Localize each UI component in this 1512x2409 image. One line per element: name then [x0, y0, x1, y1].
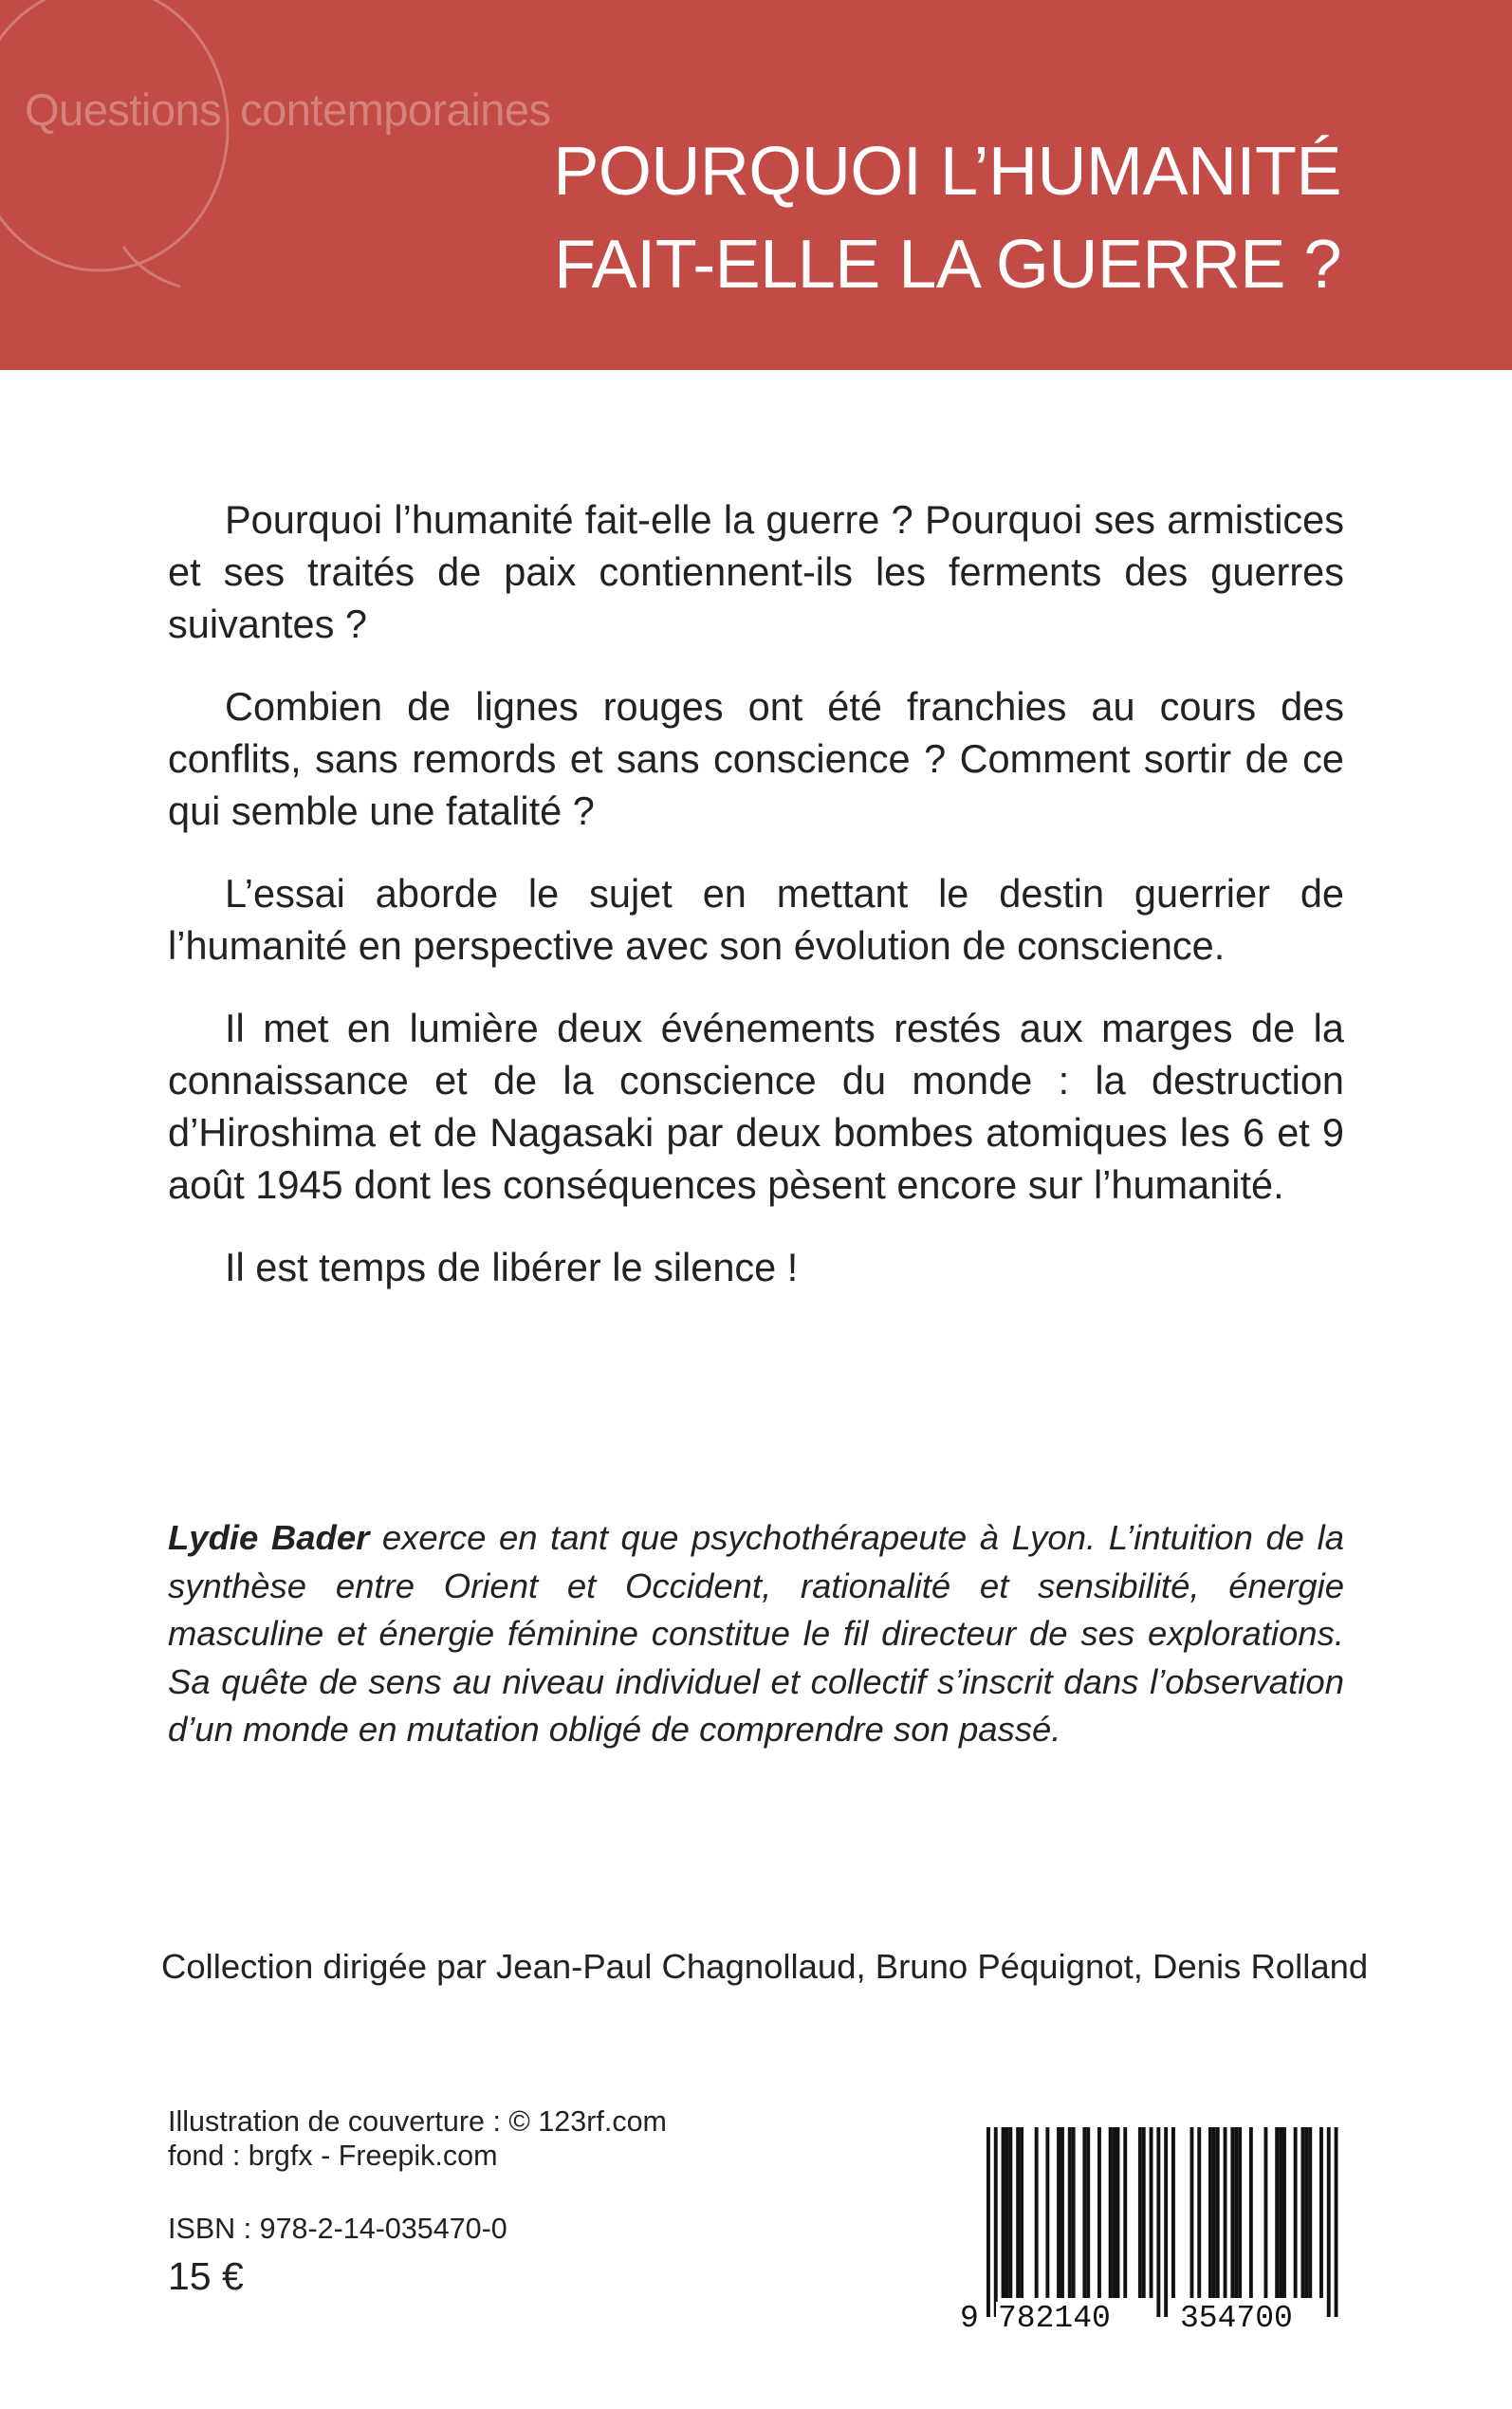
barcode-bar [1068, 2127, 1072, 2298]
barcode-bars [958, 2125, 1351, 2320]
barcode-bar [1208, 2127, 1212, 2298]
barcode-bar [1230, 2127, 1234, 2298]
barcode-bar [1035, 2127, 1039, 2298]
barcode-bar [1020, 2127, 1023, 2298]
barcode-bar [1142, 2127, 1146, 2298]
blurb-paragraph-4: Il met en lumière deux événements restés aux marges de la connaissance et de la conscience du monde : la destruction d’Hiroshima et de Nagasaki par deux bombes atomiques les 6 et 9 août 1945 dont les conséquences pèsent encore sur l’humanité. [168, 1006, 1344, 1207]
barcode-digits [958, 2302, 1351, 2336]
barcode-bar [1304, 2127, 1308, 2298]
barcode-guard-bar [1335, 2127, 1338, 2317]
barcode-bar [1224, 2127, 1227, 2298]
barcode-bar [1171, 2127, 1175, 2298]
author-name: Lydie Bader [168, 1518, 370, 1557]
barcode-bar [1234, 2127, 1238, 2298]
barcode-bar [1060, 2127, 1064, 2298]
barcode-bar [1150, 2127, 1153, 2298]
barcode-bar [1057, 2127, 1060, 2298]
series-q-logo [0, 0, 266, 304]
barcode-bar [1308, 2127, 1312, 2298]
barcode-bar [1086, 2127, 1090, 2298]
barcode-bar [1097, 2127, 1101, 2298]
barcode-bar [1016, 2127, 1020, 2298]
isbn-barcode [958, 2125, 1351, 2334]
book-title [553, 125, 1341, 311]
barcode-bar [1249, 2127, 1253, 2298]
barcode-bar [1138, 2127, 1142, 2298]
barcode-bar [1008, 2127, 1012, 2298]
barcode-bar [1045, 2127, 1049, 2298]
barcode-bar [1279, 2127, 1282, 2298]
barcode-bar [1319, 2127, 1323, 2298]
barcode-bar [1002, 2127, 1005, 2298]
price: 15 € [168, 2254, 244, 2298]
illustration-credit: Illustration de couverture : © 123rf.com [168, 2105, 667, 2138]
series-word-questions: Questions [25, 84, 222, 135]
barcode-bar [1197, 2127, 1201, 2298]
barcode-bar [1109, 2127, 1113, 2298]
book-title-line-1: POURQUOI L’HUMANITÉ [553, 134, 1341, 210]
barcode-bar [1113, 2127, 1116, 2298]
barcode-bar [1212, 2127, 1216, 2298]
barcode-bar [1082, 2127, 1086, 2298]
collection-directors: Collection dirigée par Jean-Paul Chagnollaud, Bruno Péquignot, Denis Rolland [161, 1947, 1369, 1986]
blurb-paragraph-2: Combien de lignes rouges ont été franchies au cours des conflits, sans remords et sans conscience ? Comment sortir de ce qui semble une fatalité ? [168, 684, 1344, 833]
series-word-contemporaines: contemporaines [240, 84, 551, 135]
barcode-digit-group-right: 354700 [1180, 2301, 1293, 2336]
series-name [25, 83, 551, 136]
barcode-guard-bar [994, 2127, 998, 2317]
barcode-guard-bar [986, 2127, 990, 2317]
barcode-guard-bar [1327, 2127, 1331, 2317]
barcode-bar [1264, 2127, 1268, 2298]
barcode-guard-bar [1164, 2127, 1168, 2317]
barcode-bar [1238, 2127, 1242, 2298]
barcode-bar [1216, 2127, 1220, 2298]
cover-header [0, 0, 1512, 370]
back-cover-blurb [168, 493, 1344, 1324]
isbn-number: ISBN : 978-2-14-035470-0 [168, 2213, 507, 2245]
barcode-digit-lead: 9 [960, 2301, 979, 2336]
barcode-bar [1190, 2127, 1194, 2298]
barcode-bar [1282, 2127, 1286, 2298]
blurb-paragraph-1: Pourquoi l’humanité fait-elle la guerre ? Pourquoi ses armistices et ses traités de paix contiennent-ils les ferments des guerres suivantes ? [168, 497, 1344, 646]
blurb-paragraph-5: Il est temps de libérer le silence ! [225, 1245, 799, 1289]
barcode-bar [1123, 2127, 1127, 2298]
barcode-bar [1294, 2127, 1298, 2298]
barcode-bar [1275, 2127, 1279, 2298]
background-credit: fond : brgfx - Freepik.com [168, 2140, 498, 2172]
barcode-guard-bar [1156, 2127, 1160, 2317]
image-credits [168, 2104, 667, 2173]
barcode-bar [1005, 2127, 1009, 2298]
blurb-paragraph-3: L’essai aborde le sujet en mettant le destin guerrier de l’humanité en perspective avec son évolution de conscience. [168, 871, 1344, 968]
barcode-digit-group-left: 782140 [998, 2301, 1111, 2336]
barcode-bar [1072, 2127, 1076, 2298]
author-bio [168, 1514, 1344, 1754]
barcode-bar [1301, 2127, 1305, 2298]
author-bio-text: exerce en tant que psychothérapeute à Lyon. L’intuition de la synthèse entre Orient et Occident, rationalité et sensibilité, énergie masculine et énergie féminine constitue le fil directeur de ses explorations. Sa quête de sens au niveau individuel et collectif s’inscrit dans l’observation d’un monde en mutation obligé de comprendre son passé. [168, 1518, 1344, 1749]
barcode-bar [1116, 2127, 1120, 2298]
book-title-line-2: FAIT-ELLE LA GUERRE ? [554, 227, 1341, 303]
